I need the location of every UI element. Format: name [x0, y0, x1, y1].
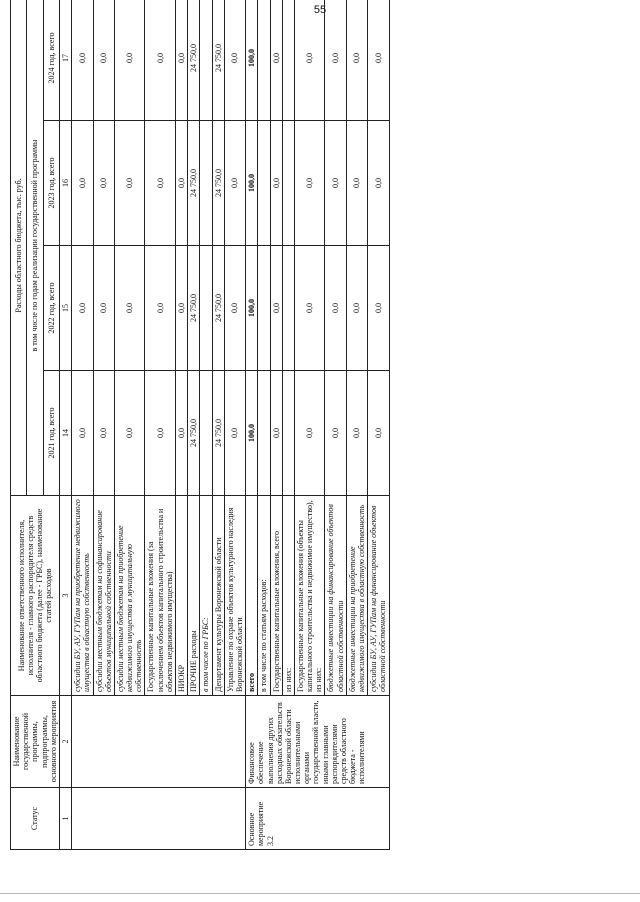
year-value-cell: 0,0 [224, 246, 245, 371]
header-status: Статус [11, 788, 60, 850]
year-value-cell: 0,0 [294, 371, 325, 496]
year-value-cell: 0,0 [176, 0, 188, 121]
expense-item-name: из них: [282, 496, 294, 696]
year-value-cell: 0,0 [346, 0, 367, 121]
year-value-cell: 0,0 [325, 246, 346, 371]
program-cell-empty [72, 696, 246, 788]
column-index-cell: 1 [59, 788, 71, 850]
year-value-cell: 0,0 [93, 121, 114, 246]
year-value-cell: 24 750,0 [212, 0, 224, 121]
expense-item-name: бюджетные инвестиции на приобретение недвижимого имущества в областную собственность [346, 496, 367, 696]
year-value-cell: 0,0 [270, 0, 282, 121]
year-value-cell: 24 750,0 [188, 0, 200, 121]
budget-table [10, 0, 390, 850]
header-program: Наименование государственной программы, подпрограммы, основного мероприятия [11, 696, 60, 788]
expense-item-name: субсидии БУ, АУ, ГУПам на финансирование объектов областной собственности [368, 496, 389, 696]
year-value-cell: 0,0 [145, 371, 176, 496]
year-value-cell: 0,0 [325, 121, 346, 246]
expense-item-name: в том числе по статьям расходов: [258, 496, 270, 696]
expense-item-name: Департамент культуры Воронежской области [212, 496, 224, 696]
year-value-cell: 0,0 [368, 371, 389, 496]
year-value-cell: 0,0 [368, 121, 389, 246]
year-value-cell: 100,0 [246, 246, 258, 371]
expense-item-name: всего [246, 496, 258, 696]
header-year-2024: 2024 год, всего [43, 0, 59, 121]
year-value-cell: 24 750,0 [188, 246, 200, 371]
year-value-cell: 0,0 [114, 246, 145, 371]
year-value-cell [282, 0, 294, 121]
year-value-cell: 0,0 [270, 121, 282, 246]
year-value-cell: 0,0 [72, 121, 93, 246]
year-value-cell: 0,0 [368, 0, 389, 121]
year-value-cell: 0,0 [325, 371, 346, 496]
year-value-cell: 0,0 [93, 246, 114, 371]
expense-item-name: бюджетные инвестиции на финансирование объектов областной собственности [325, 496, 346, 696]
year-value-cell [200, 371, 212, 496]
year-value-cell: 0,0 [346, 121, 367, 246]
status-cell: Основное мероприятие 3.2 [246, 788, 389, 850]
year-value-cell: 0,0 [114, 0, 145, 121]
header-by-years: в том числе по годам реализации государственной программы [27, 0, 43, 496]
year-value-cell [200, 246, 212, 371]
year-value-cell: 0,0 [270, 371, 282, 496]
year-value-cell [258, 121, 270, 246]
year-value-cell [282, 121, 294, 246]
program-name-cell: Финансовое обеспечение выполнения других расходных обязательств Воронежской области исполнительными органами государственной власти, иными главными распорядителями средств областного бюджета - исполнителями [246, 696, 389, 788]
year-value-cell: 0,0 [224, 0, 245, 121]
page-bottom-divider [0, 893, 640, 894]
year-value-cell [282, 371, 294, 496]
year-value-cell: 0,0 [176, 246, 188, 371]
header-year-2023: 2023 год, всего [43, 121, 59, 246]
expense-item-name: субсидии БУ, АУ, ГУПам на приобретение недвижимого имущества в областную собственность [72, 496, 93, 696]
year-value-cell: 0,0 [294, 121, 325, 246]
year-value-cell [258, 246, 270, 371]
column-index-cell: 14 [59, 371, 71, 496]
year-value-cell: 0,0 [114, 121, 145, 246]
header-year-2022: 2022 год, всего [43, 246, 59, 371]
column-index-cell: 17 [59, 0, 71, 121]
year-value-cell: 0,0 [294, 246, 325, 371]
column-index-cell: 15 [59, 246, 71, 371]
rotated-table-container [10, 0, 388, 850]
year-value-cell [200, 0, 212, 121]
year-value-cell: 24 750,0 [212, 121, 224, 246]
year-value-cell: 0,0 [145, 121, 176, 246]
column-index-cell: 3 [59, 496, 71, 696]
header-budget: Расходы областного бюджета, тыс. руб. [11, 0, 27, 496]
year-value-cell: 0,0 [176, 121, 188, 246]
expense-item-name: субсидии местным бюджетам на приобретение недвижимого имущества в муниципальную собственность [114, 496, 145, 696]
table-body [72, 0, 389, 850]
year-value-cell: 0,0 [145, 0, 176, 121]
year-value-cell: 0,0 [72, 246, 93, 371]
year-value-cell: 0,0 [294, 0, 325, 121]
year-value-cell: 100,0 [246, 371, 258, 496]
page-number: 55 [313, 4, 327, 16]
year-value-cell [258, 371, 270, 496]
expense-item-name: Государственные капитальные вложения (за исключением объектов капитального строительства и объектов недвижимого имущества) [145, 496, 176, 696]
year-value-cell: 0,0 [346, 246, 367, 371]
expense-item-name: Государственные капитальные вложения (объекты капитального строительства и недвижимое имущество), из них: [294, 496, 325, 696]
year-value-cell: 0,0 [114, 371, 145, 496]
year-value-cell: 0,0 [325, 0, 346, 121]
expense-item-name: в том числе по ГРБС: [200, 496, 212, 696]
year-value-cell: 0,0 [368, 246, 389, 371]
year-value-cell [200, 121, 212, 246]
column-index-cell: 2 [59, 696, 71, 788]
header-executor: Наименование ответственного исполнителя, исполнителя - главного распорядителя средств областного бюджета (далее - ГРБС), наименование статей расходов [11, 496, 60, 696]
table-row [246, 0, 258, 850]
column-index-row [59, 0, 71, 850]
column-index-cell: 16 [59, 121, 71, 246]
year-value-cell: 0,0 [176, 371, 188, 496]
expense-item-name: субсидии местным бюджетам на софинансирование объектов муниципальной собственности [93, 496, 114, 696]
year-value-cell [282, 246, 294, 371]
year-value-cell: 0,0 [145, 246, 176, 371]
expense-item-name: НИОКР [176, 496, 188, 696]
year-value-cell: 0,0 [72, 0, 93, 121]
year-value-cell: 100,0 [246, 121, 258, 246]
year-value-cell: 0,0 [93, 0, 114, 121]
year-value-cell: 0,0 [224, 371, 245, 496]
year-value-cell: 100,0 [246, 0, 258, 121]
year-value-cell: 24 750,0 [212, 371, 224, 496]
year-value-cell [258, 0, 270, 121]
expense-item-name: Управление по охране объектов культурного наследия Воронежской области [224, 496, 245, 696]
year-value-cell: 24 750,0 [188, 121, 200, 246]
status-cell-empty [72, 788, 246, 850]
header-year-2021: 2021 год, всего [43, 371, 59, 496]
table-row [72, 0, 93, 850]
year-value-cell: 24 750,0 [188, 371, 200, 496]
year-value-cell: 0,0 [270, 246, 282, 371]
year-value-cell: 24 750,0 [212, 246, 224, 371]
expense-item-name: ПРОЧИЕ расходы [188, 496, 200, 696]
year-value-cell: 0,0 [93, 371, 114, 496]
year-value-cell: 0,0 [72, 371, 93, 496]
expense-item-name: Государственные капитальные вложения, всего [270, 496, 282, 696]
year-value-cell: 0,0 [224, 121, 245, 246]
year-value-cell: 0,0 [346, 371, 367, 496]
